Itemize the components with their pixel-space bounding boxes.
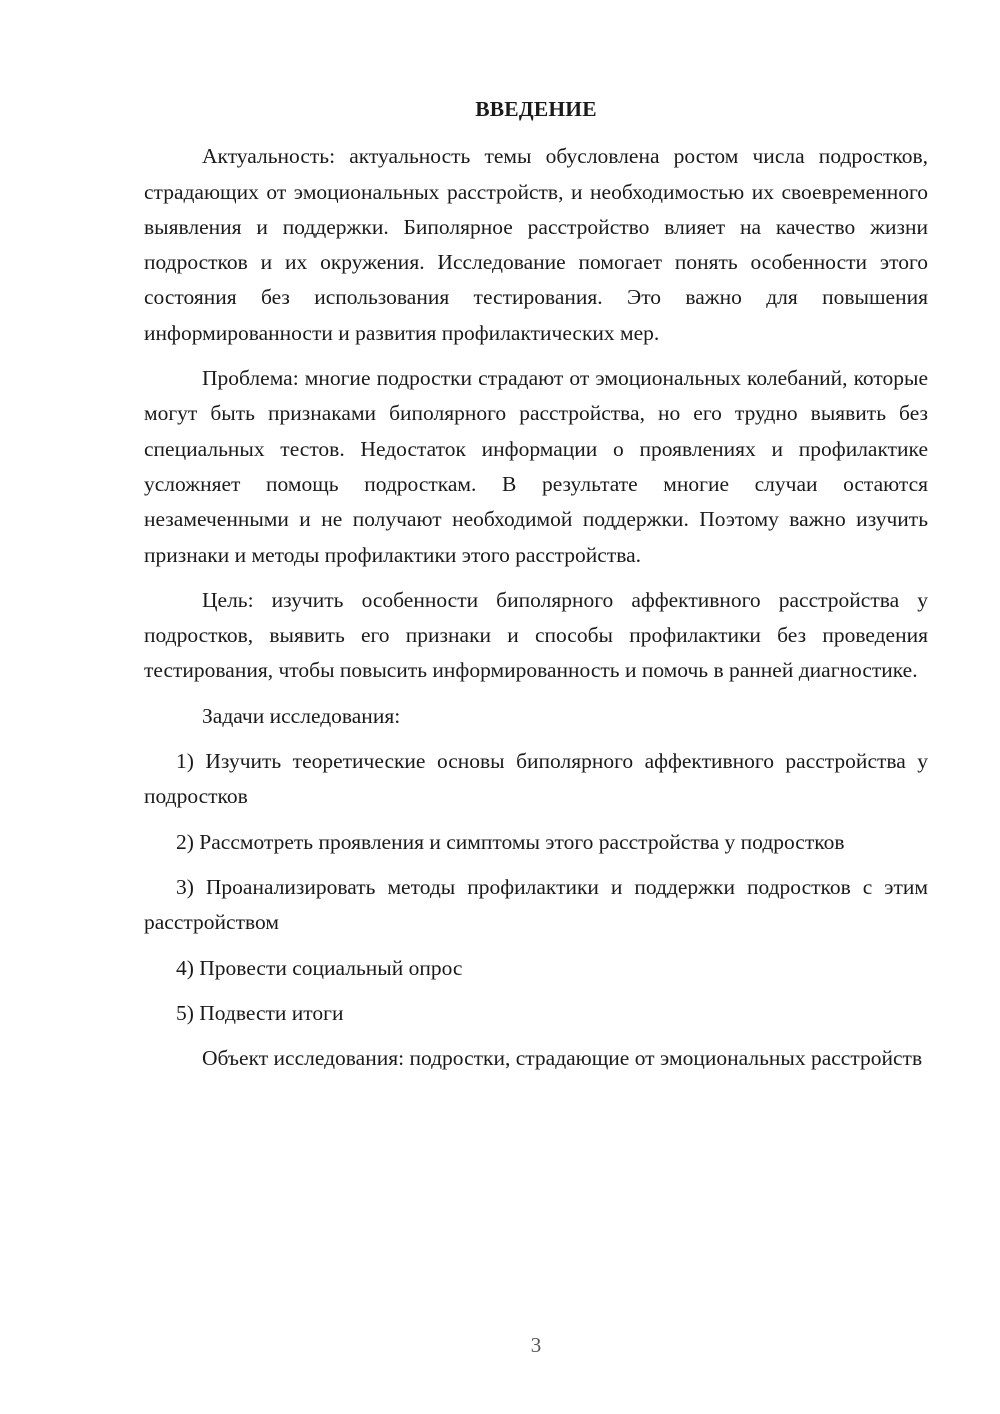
paragraph-goal: Цель: изучить особенности биполярного аффективного расстройства у подростков, выявить его признаки и способы профилактики без проведения тестирования, чтобы повысить информированность и помочь в ранней диагностике. — [144, 587, 928, 683]
page-content — [144, 92, 928, 1086]
paragraph-object: Объект исследования: подростки, страдающие от эмоциональных расстройств — [202, 1046, 923, 1071]
task-item-2: 2) Рассмотреть проявления и симптомы этого расстройства у подростков — [176, 829, 845, 854]
page-number: 3 — [530, 1333, 542, 1357]
tasks-heading: Задачи исследования: — [202, 703, 401, 728]
paragraph-relevance: Актуальность: актуальность темы обусловлена ростом числа подростков, страдающих от эмоциональных расстройств, и необходимостью их своевременного выявления и поддержки. Биполярное расстройство влияет на качество жизни подростков и их окружения. Исследование помогает понять особенности этого состояния без использования тестирования. Это важно для повышения информированности и развития профилактических мер. — [144, 144, 928, 345]
task-item-5: 5) Подвести итоги — [176, 1000, 344, 1025]
task-item-3: 3) Проанализировать методы профилактики и поддержки подростков с этим расстройством — [144, 874, 928, 935]
task-item-1: 1) Изучить теоретические основы биполярного аффективного расстройства у подростков — [144, 749, 928, 809]
paragraph-problem: Проблема: многие подростки страдают от эмоциональных колебаний, которые могут быть признаками биполярного расстройства, но его трудно выявить без специальных тестов. Недостаток информации о проявлениях и профилактике усложняет помощь подросткам. В результате многие случаи остаются незамеченными и не получают необходимой поддержки. Поэтому важно изучить признаки и методы профилактики этого расстройства. — [144, 366, 928, 567]
page-title: ВВЕДЕНИЕ — [475, 97, 597, 121]
task-item-4: 4) Провести социальный опрос — [176, 955, 463, 980]
